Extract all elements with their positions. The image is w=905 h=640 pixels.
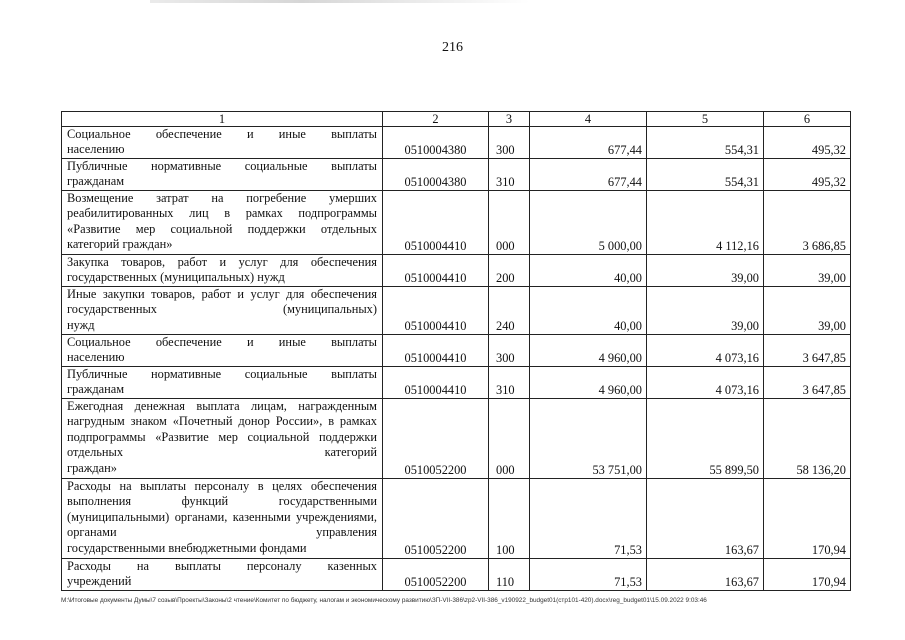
- budget-table: [61, 111, 851, 591]
- row-name-cell: [62, 159, 383, 191]
- row-name-last-line: государственными внебюджетными фондами: [67, 540, 307, 555]
- expense-type-cell: 240: [489, 287, 530, 335]
- row-name-last-line: государственных (муниципальных) нужд: [67, 270, 285, 285]
- amount-col6-cell: 58 136,20: [764, 399, 851, 479]
- amount-col4-cell: 4 960,00: [530, 367, 647, 399]
- amount-col4-cell: 71,53: [530, 479, 647, 559]
- target-code-cell: 0510004410: [383, 367, 489, 399]
- table-row: [62, 127, 851, 159]
- amount-col5-cell: 39,00: [647, 255, 764, 287]
- amount-col6-cell: 170,94: [764, 559, 851, 591]
- target-code-cell: 0510052200: [383, 559, 489, 591]
- row-name-last-line: категорий граждан»: [67, 237, 173, 252]
- row-name-cell: [62, 367, 383, 399]
- column-header: 1: [62, 112, 383, 127]
- amount-col6-cell: 3 686,85: [764, 191, 851, 255]
- row-name-last-line: населению: [67, 350, 125, 365]
- row-name-text: Ежегодная денежная выплата лицам, награжденным нагрудным знаком «Почетный донор России», в рамках подпрограммы «Развитие мер социальной поддержки отдельных категорий: [67, 399, 377, 460]
- expense-type-cell: 310: [489, 159, 530, 191]
- table-row: [62, 479, 851, 559]
- table-row: [62, 559, 851, 591]
- column-header: 5: [647, 112, 764, 127]
- row-name-last-line: учреждений: [67, 574, 132, 589]
- amount-col4-cell: 71,53: [530, 559, 647, 591]
- amount-col5-cell: 55 899,50: [647, 399, 764, 479]
- amount-col5-cell: 554,31: [647, 159, 764, 191]
- amount-col5-cell: 4 073,16: [647, 367, 764, 399]
- amount-col6-cell: 39,00: [764, 287, 851, 335]
- amount-col4-cell: 5 000,00: [530, 191, 647, 255]
- expense-type-cell: 200: [489, 255, 530, 287]
- row-name-last-line: нужд: [67, 317, 95, 332]
- amount-col5-cell: 554,31: [647, 127, 764, 159]
- expense-type-cell: 310: [489, 367, 530, 399]
- row-name-text: Публичные нормативные социальные выплаты: [67, 367, 377, 381]
- row-name-text: Расходы на выплаты персоналу казенных: [67, 559, 377, 573]
- table-row: [62, 255, 851, 287]
- scan-artifact-line: [150, 0, 530, 3]
- table-header-row: [62, 112, 851, 127]
- amount-col5-cell: 4 112,16: [647, 191, 764, 255]
- row-name-text: Социальное обеспечение и иные выплаты: [67, 127, 377, 141]
- amount-col6-cell: 3 647,85: [764, 367, 851, 399]
- expense-type-cell: 300: [489, 335, 530, 367]
- expense-type-cell: 110: [489, 559, 530, 591]
- amount-col4-cell: 40,00: [530, 287, 647, 335]
- row-name-last-line: граждан»: [67, 460, 117, 475]
- row-name-text: Публичные нормативные социальные выплаты: [67, 159, 377, 173]
- expense-type-cell: 100: [489, 479, 530, 559]
- column-header: 2: [383, 112, 489, 127]
- row-name-cell: [62, 559, 383, 591]
- table-row: [62, 191, 851, 255]
- expense-type-cell: 000: [489, 191, 530, 255]
- table-row: [62, 367, 851, 399]
- column-header: 6: [764, 112, 851, 127]
- amount-col4-cell: 40,00: [530, 255, 647, 287]
- row-name-cell: [62, 479, 383, 559]
- row-name-cell: [62, 399, 383, 479]
- target-code-cell: 0510052200: [383, 479, 489, 559]
- target-code-cell: 0510004410: [383, 287, 489, 335]
- expense-type-cell: 300: [489, 127, 530, 159]
- amount-col4-cell: 677,44: [530, 127, 647, 159]
- row-name-last-line: населению: [67, 142, 125, 157]
- table-row: [62, 159, 851, 191]
- row-name-cell: [62, 287, 383, 335]
- row-name-text: Социальное обеспечение и иные выплаты: [67, 335, 377, 349]
- row-name-last-line: гражданам: [67, 174, 125, 189]
- target-code-cell: 0510052200: [383, 399, 489, 479]
- amount-col5-cell: 163,67: [647, 559, 764, 591]
- amount-col5-cell: 163,67: [647, 479, 764, 559]
- target-code-cell: 0510004410: [383, 255, 489, 287]
- amount-col4-cell: 4 960,00: [530, 335, 647, 367]
- row-name-cell: [62, 335, 383, 367]
- row-name-text: Возмещение затрат на погребение умерших реабилитированных лиц в рамках подпрограммы «Развитие мер социальной поддержки отдельных: [67, 191, 377, 236]
- amount-col6-cell: 495,32: [764, 159, 851, 191]
- expense-type-cell: 000: [489, 399, 530, 479]
- table-row: [62, 287, 851, 335]
- row-name-text: Закупка товаров, работ и услуг для обеспечения: [67, 255, 377, 269]
- column-header: 4: [530, 112, 647, 127]
- target-code-cell: 0510004380: [383, 159, 489, 191]
- table-row: [62, 335, 851, 367]
- amount-col6-cell: 495,32: [764, 127, 851, 159]
- row-name-cell: [62, 191, 383, 255]
- target-code-cell: 0510004410: [383, 191, 489, 255]
- column-header: 3: [489, 112, 530, 127]
- row-name-cell: [62, 127, 383, 159]
- target-code-cell: 0510004410: [383, 335, 489, 367]
- amount-col4-cell: 677,44: [530, 159, 647, 191]
- row-name-text: Расходы на выплаты персоналу в целях обеспечения выполнения функций государственными (муниципальными) органами, казенными учреждениями, органами управления: [67, 479, 377, 540]
- amount-col5-cell: 4 073,16: [647, 335, 764, 367]
- amount-col6-cell: 170,94: [764, 479, 851, 559]
- table-row: [62, 399, 851, 479]
- page-number: 216: [442, 40, 463, 55]
- amount-col6-cell: 39,00: [764, 255, 851, 287]
- row-name-last-line: гражданам: [67, 382, 125, 397]
- amount-col6-cell: 3 647,85: [764, 335, 851, 367]
- amount-col4-cell: 53 751,00: [530, 399, 647, 479]
- amount-col5-cell: 39,00: [647, 287, 764, 335]
- target-code-cell: 0510004380: [383, 127, 489, 159]
- row-name-text: Иные закупки товаров, работ и услуг для обеспечения государственных (муниципальных): [67, 287, 377, 317]
- document-path-footer: M:\Итоговые документы Думы\7 созыв\Проекты\Законы\2 чтение\Комитет по бюджету, налогам и экономическому развитию\ЗП-VII-386\zp2-VII-386_v190922_budget01(стр101-420).docx\reg_budget01\15.09.2022 9:03:46: [61, 597, 707, 604]
- row-name-cell: [62, 255, 383, 287]
